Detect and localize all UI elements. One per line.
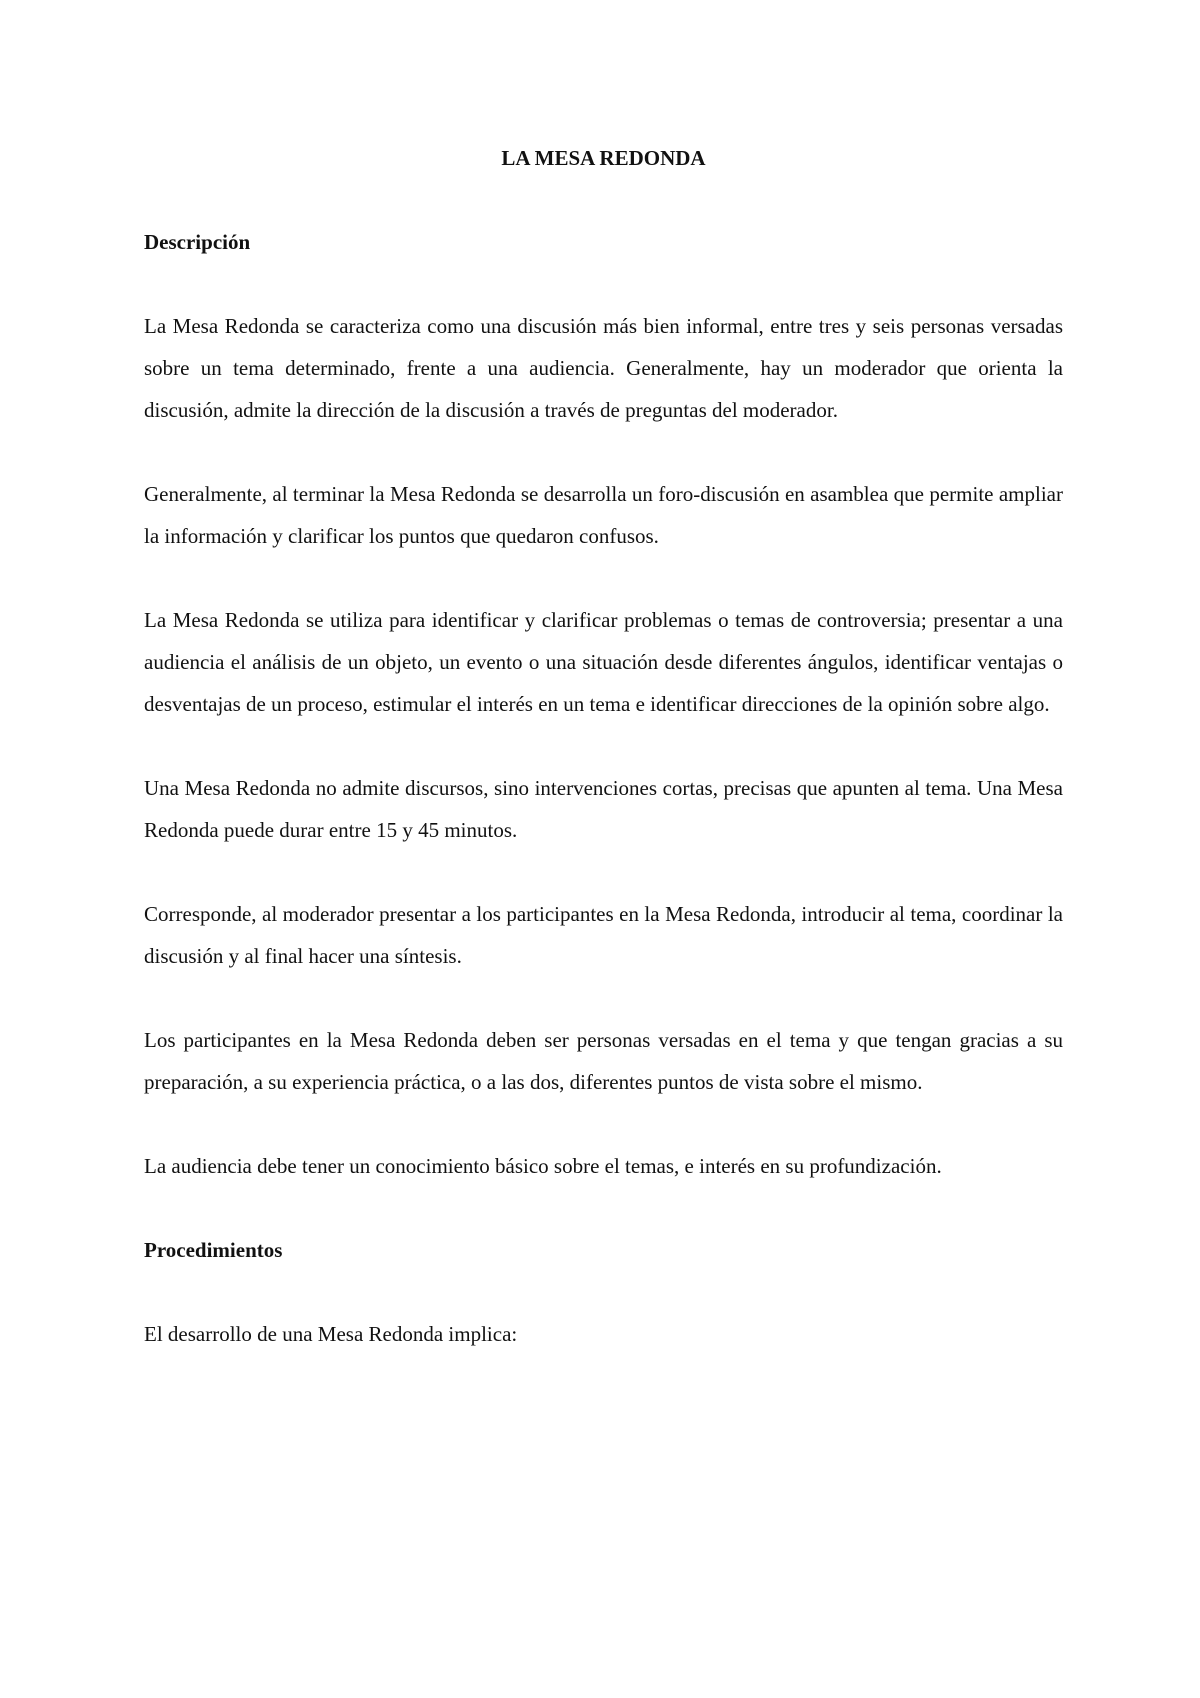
spacer	[144, 179, 1063, 221]
section-heading-procedures: Procedimientos	[144, 1238, 283, 1262]
spacer	[144, 725, 1063, 767]
section-heading-description: Descripción	[144, 230, 251, 254]
paragraph: Una Mesa Redonda no admite discursos, sino intervenciones cortas, precisas que apunten al tema. Una Mesa Redonda puede durar entre 15 y 45 minutos.	[144, 776, 1063, 842]
spacer	[144, 851, 1063, 893]
paragraph: Los participantes en la Mesa Redonda deben ser personas versadas en el tema y que tengan gracias a su preparación, a su experiencia práctica, o a las dos, diferentes puntos de vista sobre el mismo.	[144, 1028, 1063, 1094]
spacer	[144, 557, 1063, 599]
paragraph: Generalmente, al terminar la Mesa Redonda se desarrolla un foro-discusión en asamblea que permite ampliar la información y clarificar los puntos que quedaron confusos.	[144, 482, 1063, 548]
document-title: LA MESA REDONDA	[501, 146, 706, 170]
spacer	[144, 1187, 1063, 1229]
paragraph: La Mesa Redonda se caracteriza como una discusión más bien informal, entre tres y seis personas versadas sobre un tema determinado, frente a una audiencia. Generalmente, hay un moderador que orienta la discusión, admite la dirección de la discusión a través de preguntas del moderador.	[144, 314, 1063, 422]
spacer	[144, 977, 1063, 1019]
spacer	[144, 1271, 1063, 1313]
paragraph: La audiencia debe tener un conocimiento básico sobre el temas, e interés en su profundización.	[144, 1154, 942, 1178]
spacer	[144, 431, 1063, 473]
paragraph: El desarrollo de una Mesa Redonda implica:	[144, 1322, 518, 1346]
paragraph: Corresponde, al moderador presentar a los participantes en la Mesa Redonda, introducir al tema, coordinar la discusión y al final hacer una síntesis.	[144, 902, 1063, 968]
spacer	[144, 1103, 1063, 1145]
document-body	[144, 137, 1063, 1355]
paragraph: La Mesa Redonda se utiliza para identificar y clarificar problemas o temas de controversia; presentar a una audiencia el análisis de un objeto, un evento o una situación desde diferentes ángulos, identificar ventajas o desventajas de un proceso, estimular el interés en un tema e identificar direcciones de la opinión sobre algo.	[144, 608, 1063, 716]
spacer	[144, 263, 1063, 305]
